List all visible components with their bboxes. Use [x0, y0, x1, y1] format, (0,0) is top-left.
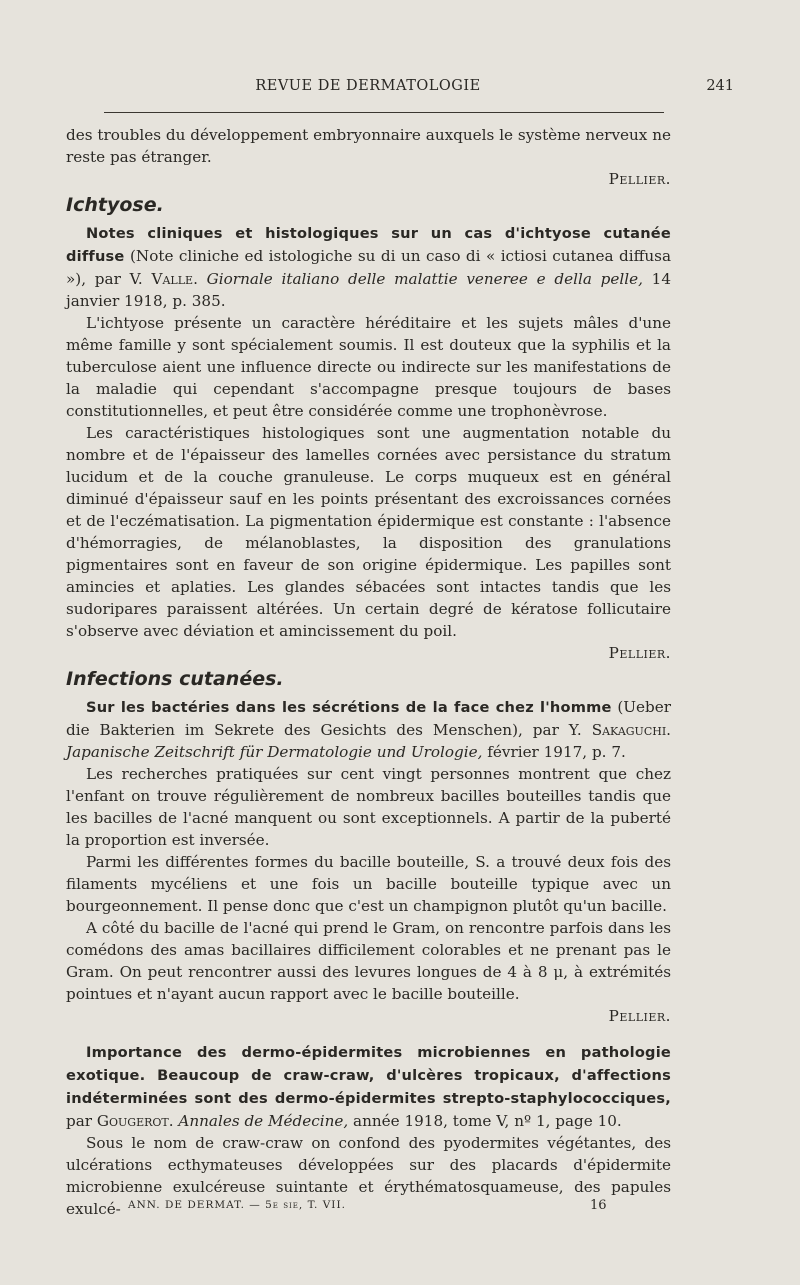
journal: Japanische Zeitschrift für Dermatologie und Urologie, — [66, 743, 483, 761]
paragraph: Les recherches pratiquées sur cent vingt personnes montrent que chez l'enfant on trouve régulièrement de nombreux bacilles bouteilles tandis que les bacilles de l'acné manquent ou sont exceptionnels. A partir de la puberté la proportion est inversée. — [66, 765, 671, 849]
author: Gougerot. — [96, 1112, 174, 1130]
section-title-infections: Infections cutanées. — [66, 668, 284, 690]
journal: Giornale italiano delle malattie veneree e della pelle, — [206, 270, 643, 288]
paragraph: A côté du bacille de l'acné qui prend le Gram, on rencontre parfois dans les comédons des amas bacillaires difficilement colorables et ne prenant pas le Gram. On peut rencontrer aussi des levures longues de 4 à 8 μ, à extrémités pointues et n'ayant aucun rapport avec le bacille bouteille. Pellier. — [66, 919, 671, 1025]
journal: Annales de Médecine, — [178, 1112, 349, 1130]
signature: Pellier. — [608, 1007, 671, 1025]
footer-citation: ANN. DE DERMAT. — 5e sie, T. VII. — [128, 1199, 346, 1211]
author: Valle. — [151, 270, 198, 288]
running-title: REVUE DE DERMATOLOGIE — [255, 78, 481, 94]
article-heading: Notes cliniques et histologiques sur un cas d'ichtyose cutanée diffuse (Note cliniche ed istologiche su di un caso di « ictiosi cutanea diffusa »), par V. Valle. Giornale italiano delle malattie veneree e della pelle, 14 janvier 1918, p. 385. — [66, 225, 671, 310]
page-header — [66, 78, 734, 102]
article-heading: Sur les bactéries dans les sécrétions de la face chez l'homme (Ueber die Bakterien im Sekrete des Gesichts des Menschen), par Y. Sakaguchi. Japanische Zeitschrift für Dermatologie und Urologie, février 1917, p. 7. — [66, 698, 672, 761]
section-title-ichtyose: Ichtyose. — [66, 194, 164, 216]
paragraph: Les caractéristiques histologiques sont une augmentation notable du nombre et de l'épaisseur des lamelles cornées avec persistance du stratum lucidum et de la couche granuleuse. Le corps muqueux est en général diminué d'épaisseur sauf en les points présentant des excroissances cornées et de l'eczématisation. La pigmentation épidermique est constante : l'absence d'hémorragies, de mélanoblastes, la disposition des granulations pigmentaires sont en faveur de son origine épidermique. Les papilles sont amincies et aplaties. Les glandes sébacées sont intactes tandis que les sudoripares paraissent altérées. Un certain degré de kératose follicutaire s'observe avec déviation et amincissement du poil. Pellier. — [66, 424, 671, 662]
paragraph: Parmi les différentes formes du bacille bouteille, S. a trouvé deux fois des filaments mycéliens et une fois un bacille bouteille typique avec un bourgeonnement. Il pense donc que c'est un champignon plutôt qu'un bacille. — [66, 853, 671, 915]
body-text — [66, 124, 671, 1220]
article-title: Sur les bactéries dans les sécrétions de la face chez l'homme — [86, 699, 612, 716]
page-number: 241 — [706, 78, 734, 94]
paragraph: L'ichtyose présente un caractère héréditaire et les sujets mâles d'une même famille y sont spécialement soumis. Il est douteux que la syphilis et la tuberculose aient une influence directe ou indirecte sur les manifestations de la maladie qui cependant s'accompagne presque toujours de bases constitutionnelles, et peut être considérée comme une trophonèvrose. — [66, 314, 671, 420]
header-rule — [104, 112, 664, 113]
paragraph: Sous le nom de craw-craw on confond des pyodermites végétantes, des ulcérations ecthymateuses développées sur des placards d'épidermite microbienne exulcéreuse suintante et érythématosquameuse, des papules exulcé- — [66, 1134, 671, 1218]
signature: Pellier. — [608, 644, 671, 662]
signature: Pellier. — [608, 170, 671, 188]
signature-mark: 16 — [590, 1198, 607, 1213]
author: Sakaguchi. — [591, 721, 672, 739]
intro-paragraph: des troubles du développement embryonnaire auxquels le système nerveux ne reste pas étranger. Pellier. — [66, 126, 671, 188]
article-title: Notes cliniques et histologiques sur un cas d'ichtyose cutanée diffuse — [66, 225, 671, 265]
article-heading: Importance des dermo-épidermites microbiennes en pathologie exotique. Beaucoup de craw-craw, d'ulcères tropicaux, d'affections indéterminées sont des dermo-épidermites strepto-staphylococciques, par Gougerot. Annales de Médecine, année 1918, tome V, nº 1, page 10. — [66, 1044, 671, 1130]
article-title: Importance des dermo-épidermites microbiennes en pathologie exotique. Beaucoup de craw-craw, d'ulcères tropicaux, d'affections indéterminées sont des dermo-épidermites strepto-staphylococciques, — [66, 1044, 671, 1107]
